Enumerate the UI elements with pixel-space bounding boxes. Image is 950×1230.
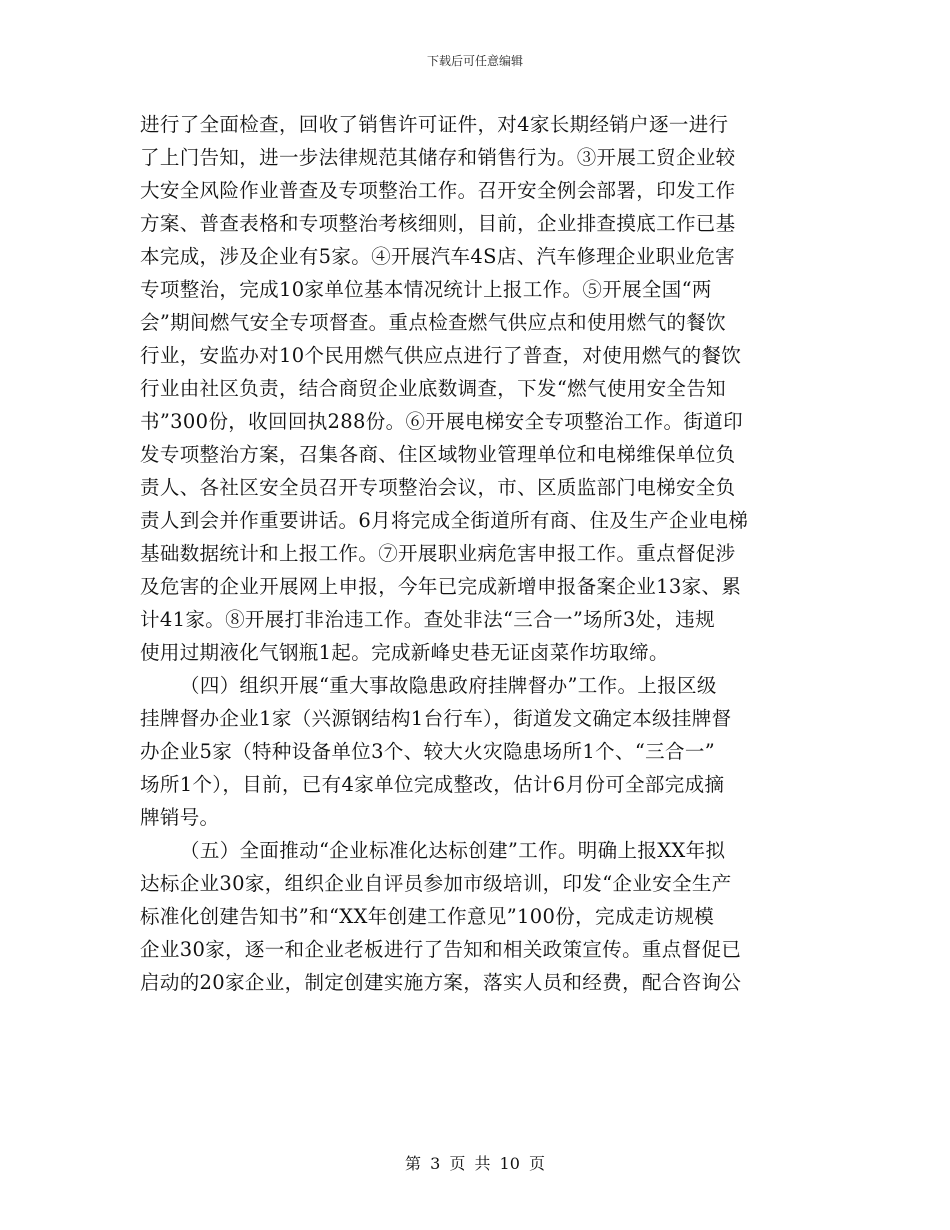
section-five-heading-line: （五）全面推动“企业标准化达标创建”工作。明确上报XX年拟 (180, 839, 726, 862)
page-number: 第 3 页 共 10 页 (405, 1154, 545, 1173)
text-line: 方案、普查表格和专项整治考核细则，目前，企业排查摸底工作已基 (140, 212, 736, 235)
text-line: 发专项整治方案，召集各商、住区域物业管理单位和电梯维保单位负 (140, 443, 736, 466)
text-line: 责人、各社区安全员召开专项整治会议，市、区质监部门电梯安全负 (140, 476, 736, 499)
text-line: 行业由社区负责，结合商贸企业底数调查，下发“燃气使用安全告知 (140, 377, 726, 400)
text-line: 专项整治，完成10家单位基本情况统计上报工作。⑤开展全国“两 (140, 278, 712, 301)
text-line: 挂牌督办企业1家（兴源钢结构1台行车），街道发文确定本级挂牌督 (140, 707, 732, 730)
section-four-heading-line: （四）组织开展“重大事故隐患政府挂牌督办”工作。上报区级 (180, 674, 717, 697)
text-line: 书”300份，收回回执288份。⑥开展电梯安全专项整治工作。街道印 (140, 410, 743, 433)
text-line: 基础数据统计和上报工作。⑦开展职业病危害申报工作。重点督促涉 (140, 542, 736, 565)
text-line: 场所1个），目前，已有4家单位完成整改，估计6月份可全部完成摘 (140, 773, 725, 796)
text-line: 使用过期液化气钢瓶1起。完成新峰史巷无证卤菜作坊取缔。 (140, 641, 669, 664)
text-line: 了上门告知，进一步法律规范其储存和销售行为。③开展工贸企业较 (140, 146, 736, 169)
text-line: 及危害的企业开展网上申报，今年已完成新增申报备案企业13家、累 (140, 575, 742, 598)
page-header: 下载后可任意编辑 (426, 54, 523, 68)
text-line: 办企业5家（特种设备单位3个、较大火灾隐患场所1个、“三合一” (140, 740, 716, 763)
text-line: 会”期间燃气安全专项督查。重点检查燃气供应点和使用燃气的餐饮 (140, 311, 726, 334)
text-line: 计41家。⑧开展打非治违工作。查处非法“三合一”场所3处，违规 (140, 608, 716, 631)
text-line: 进行了全面检查，回收了销售许可证件，对4家长期经销户逐一进行 (140, 113, 729, 136)
text-line: 大安全风险作业普查及专项整治工作。召开安全例会部署，印发工作 (140, 179, 736, 202)
text-line: 本完成，涉及企业有5家。④开展汽车4S店、汽车修理企业职业危害 (140, 245, 736, 268)
text-line: 责人到会并作重要讲话。6月将完成全街道所有商、住及生产企业电梯 (140, 509, 749, 532)
text-line: 标准化创建告知书”和“XX年创建工作意见”100份，完成走访规模 (140, 905, 715, 928)
text-line: 企业30家，逐一和企业老板进行了告知和相关政策宣传。重点督促已 (140, 938, 742, 961)
text-line: 启动的20家企业，制定创建实施方案，落实人员和经费，配合咨询公 (140, 971, 742, 994)
text-line: 牌销号。 (140, 806, 220, 829)
document-body (140, 108, 820, 999)
text-line: 行业，安监办对10个民用燃气供应点进行了普查，对使用燃气的餐饮 (140, 344, 742, 367)
text-line: 达标企业30家，组织企业自评员参加市级培训，印发“企业安全生产 (140, 872, 732, 895)
